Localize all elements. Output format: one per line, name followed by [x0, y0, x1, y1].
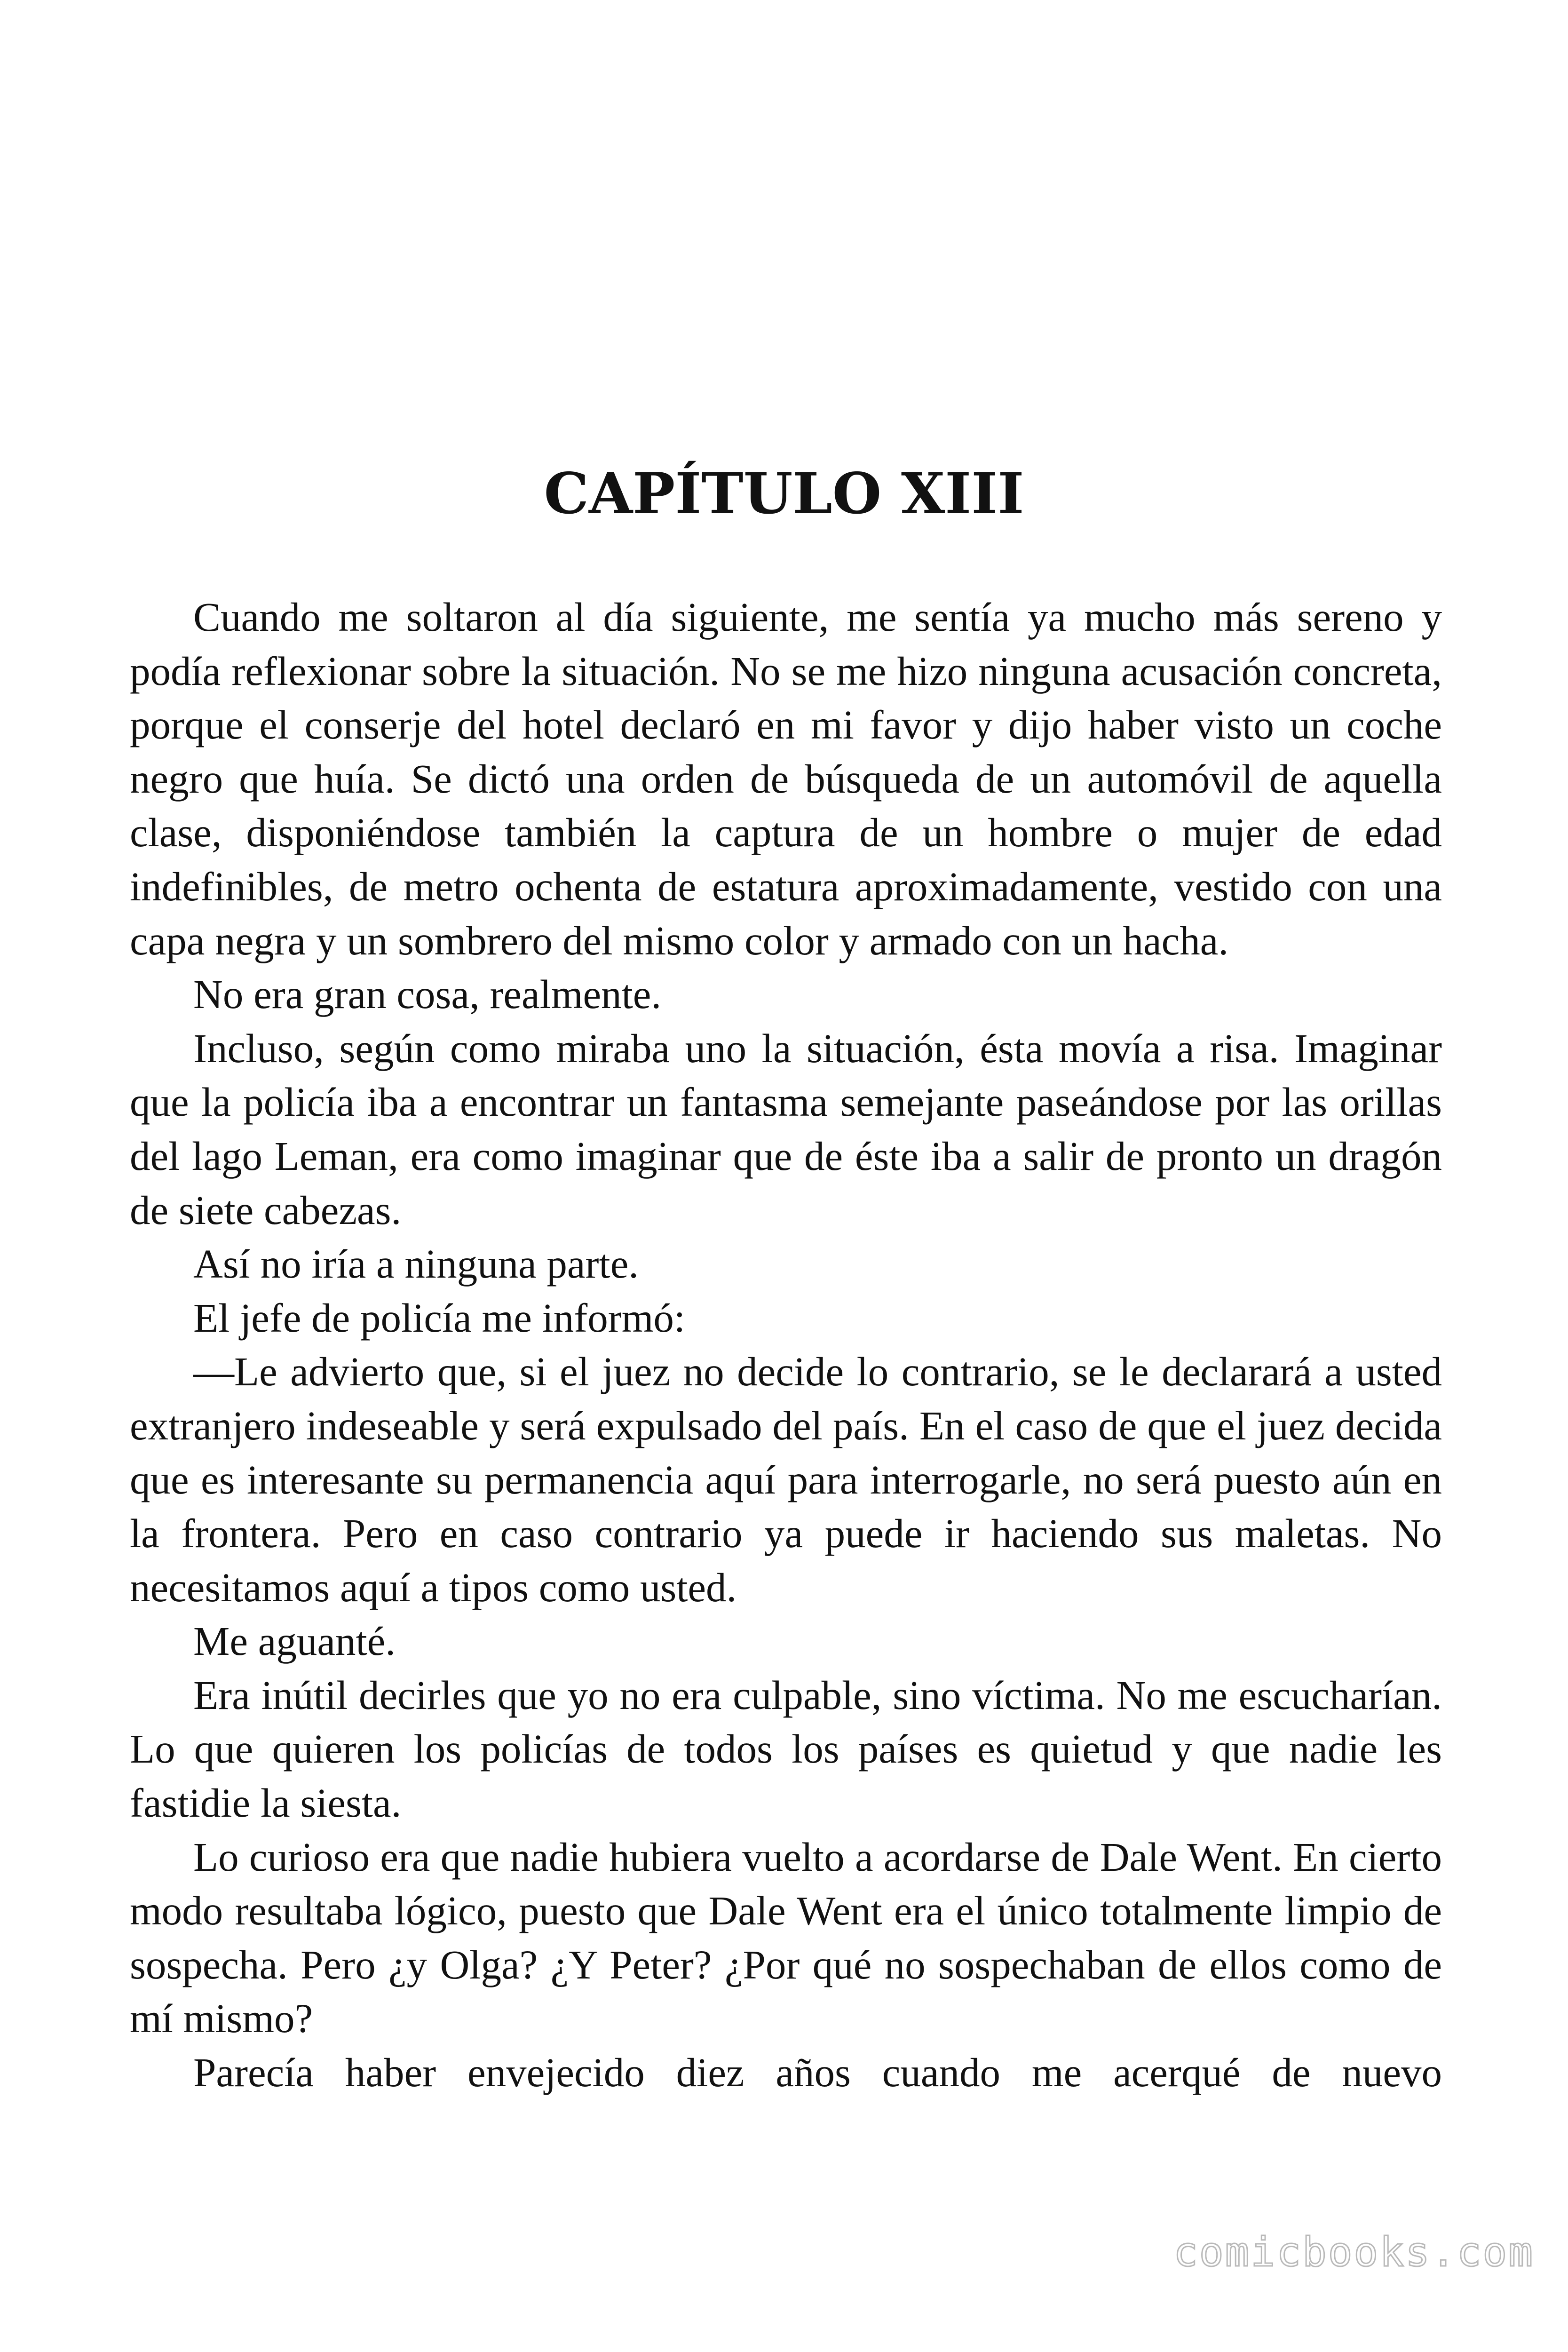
paragraph: No era gran cosa, realmente. — [193, 971, 662, 1017]
paragraph: El jefe de policía me informó: — [193, 1295, 686, 1341]
chapter-title: CAPÍTULO XIII — [544, 461, 1024, 527]
site-watermark: comicbooks.com — [1173, 2229, 1534, 2276]
paragraph: —Le advierto que, si el juez no decide lo contrario, se le declarará a usted extranjero indeseable y será expulsado del país. En el caso de que el juez decida que es interesante su permanencia aquí para interrogarle, no será puesto aún en la frontera. Pero en caso contrario ya puede ir haciendo sus maletas. No necesitamos aquí a tipos como usted. — [130, 1349, 1442, 1610]
chapter-body — [130, 590, 1442, 2100]
paragraph: Así no iría a ninguna parte. — [193, 1241, 639, 1287]
paragraph: Era inútil decirles que yo no era culpable, sino víctima. No me escucharían. Lo que quieren los policías de todos los países es quietud y que nadie les fastidie la siesta. — [130, 1672, 1442, 1826]
paragraph: Lo curioso era que nadie hubiera vuelto a acordarse de Dale Went. En cierto modo resultaba lógico, puesto que Dale Went era el único totalmente limpio de sospecha. Pero ¿y Olga? ¿Y Peter? ¿Por qué no sospechaban de ellos como de mí mismo? — [130, 1834, 1442, 2042]
paragraph-continued: Parecía haber envejecido diez años cuando me acerqué de nuevo — [193, 2050, 1442, 2096]
paragraph: Incluso, según como miraba uno la situación, ésta movía a risa. Imaginar que la policía iba a encontrar un fantasma semejante paseándose por las orillas del lago Leman, era como imaginar que de éste iba a salir de pronto un dragón de siete cabezas. — [130, 1025, 1442, 1233]
paragraph: Me aguanté. — [193, 1618, 396, 1664]
paragraph: Cuando me soltaron al día siguiente, me sentía ya mucho más sereno y podía reflexionar sobre la situación. No se me hizo ninguna acusación concreta, porque el conserje del hotel declaró en mi favor y dijo haber visto un coche negro que huía. Se dictó una orden de búsqueda de un automóvil de aquella clase, disponiéndose también la captura de un hombre o mujer de edad indefinibles, de metro ochenta de estatura aproximadamente, vestido con una capa negra y un sombrero del mismo color y armado con un hacha. — [130, 594, 1442, 963]
